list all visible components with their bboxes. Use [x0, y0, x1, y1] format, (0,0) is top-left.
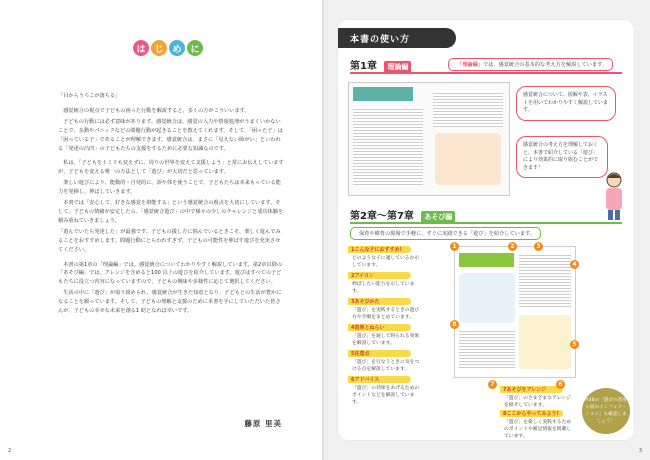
- chapter1-label: 第1章: [350, 61, 377, 72]
- chapter1-rule: [350, 72, 622, 74]
- sample-figure: [459, 273, 515, 323]
- feature-title: ここからやってみよう!: [506, 411, 559, 417]
- sample-text: [353, 107, 423, 187]
- feature-number: 1: [351, 246, 355, 253]
- sample-text: [459, 329, 515, 369]
- feature-description: 「遊び」を通して得られる効果を解説しています。: [352, 334, 420, 346]
- callout-number: 4: [570, 260, 579, 269]
- feature-label: [348, 324, 411, 331]
- chapter2-label: 第2章～第7章: [350, 211, 414, 222]
- feature-number: 4: [351, 324, 355, 331]
- sample-header: [353, 87, 413, 101]
- feature-number: 5: [351, 350, 355, 357]
- heading-char: じ: [151, 40, 167, 56]
- chapter2-lead: 保育や療育の現場で手軽に、すぐに実践できる「遊び」を紹介しています。: [350, 227, 541, 240]
- feature-description: どのような子に適しているか示しています。: [352, 256, 420, 268]
- chapter2-sample-spread: [454, 246, 576, 378]
- feature-label: [500, 410, 563, 417]
- page-number-left: 2: [8, 448, 12, 454]
- feature-title: こんな子におすすめ!: [354, 247, 402, 253]
- how-to-use-card: [338, 20, 634, 440]
- intro-heading: [133, 40, 203, 56]
- feature-title: アドバイス: [354, 377, 380, 383]
- sample-text: [519, 253, 571, 309]
- intro-body: [58, 92, 284, 318]
- feature-description: 伸ばしたい能力を示しています。: [352, 282, 415, 294]
- heading-char: め: [169, 40, 185, 56]
- chapter1-lead: [448, 58, 613, 71]
- feature-label: [348, 298, 411, 305]
- chapter1-heading: [350, 57, 411, 73]
- chapter1-lead-prefix: 「理論編」: [457, 62, 483, 68]
- feature-label: [348, 350, 411, 357]
- feature-number: 8: [503, 410, 507, 417]
- feature-label: [348, 376, 411, 383]
- section-title: 本書の使い方: [338, 28, 456, 48]
- feature-label: [348, 246, 411, 253]
- callout-number: 6: [556, 380, 565, 389]
- intro-paragraph: 「遊んでいたら発達した」が最強です。子どもの援し方に悩んでいるときこそ、楽しく遊んでみることをおすすめします。問題行動にとらわれすぎず、子どもの可能性を伸ばす遊びを充実させてください。: [58, 228, 281, 253]
- reference-note: P.46の「遊びの活用の前のインフォメーション」も確認しましょう！: [582, 388, 630, 434]
- intro-paragraph: 本書では「安心して、好きな感覚を堪能する」という感覚統合の視点を大切にしています。そして、子どもの情緒が安定したら、「感覚統合遊び」の中で様々の少しのチャレンジと成功体験を積み重ねていきましょう。: [58, 200, 284, 224]
- feature-number: 7: [503, 386, 507, 393]
- feature-title: 注意点: [354, 351, 370, 357]
- sample-header: [459, 253, 514, 267]
- callout-number: 8: [450, 320, 459, 329]
- intro-paragraph: 本書の第1章の「理論編」では、感覚統合についてわかりやすく解説しています。第2章以降の「あそび編」では、アレンジを含めると100 以上の遊びを紹介しています。遊びはすべての子どもたちに役立つ内容になっていますので、子どもの興味や多様性に応じて選択してください。: [58, 261, 282, 286]
- teacher-illustration: [600, 170, 628, 222]
- feature-description: 「遊び」の効果をあげるためのポイントなどを解説しています。: [352, 386, 420, 405]
- intro-paragraph: 感覚統合の視点で子どもの困った行動を解説すると、多くの方がこういいます。: [58, 107, 250, 114]
- intro-paragraph: 子どもの行動には必ず意味があります。感覚統合は、感覚の入力や情報処理がうまくいかないことで、多動やパニックなどの問題行動が起きることを教えてくれます。そして、「困った子」は「困っている子」であることが理解できます。感覚統合は、まさに「見えない障がい」といわれる「発達の凸凹」の子どもたちの支援をするために必要な知識なのです。: [58, 118, 283, 152]
- feature-number: 3: [351, 298, 355, 305]
- chapter1-bubble-2: 感覚統合の考え方を理解しておくと、本書で紹介している「遊び」により効果的に取り組むことができます！: [516, 136, 608, 178]
- callout-number: 2: [508, 242, 517, 251]
- feature-title: あそびをアレンジ: [506, 387, 547, 393]
- intro-paragraph: 私は、「子どもをトミリも変えずに、周りの世界を変えて支援しよう」と常にお伝えしていますが、子どもを変える唯一の方法として「遊び」が大切だと思っています。: [58, 160, 284, 176]
- callout-number: 5: [570, 340, 579, 349]
- feature-title: アイコン: [354, 273, 374, 279]
- feature-title: 効果とねらい: [354, 325, 385, 331]
- heading-char: は: [133, 40, 149, 56]
- intro-paragraph: 「目からうろこが落ちる」: [58, 93, 121, 99]
- chapter1-tag: 理論編: [384, 61, 411, 73]
- page-number-right: 3: [638, 448, 642, 454]
- chapter2-tag: あそび編: [421, 211, 455, 223]
- intro-paragraph: 生活の中に「遊び」が取り組められ、感覚統合が生きた知恵となり、子どもとの生活が豊かになることを願っています。そして、子どもの理解と支援のために本書を手にしていただいた皆さんが、子どもの幸せな未来を創る1 助となれば幸いです。: [58, 290, 282, 315]
- feature-title: あそびかた: [354, 299, 380, 305]
- callout-number: 7: [488, 380, 497, 389]
- feature-number: 6: [351, 376, 355, 383]
- sample-figure: [519, 315, 571, 369]
- chapter1-bubble-1: 感覚統合について、図解や表、イラストを用いてわかりやすく解説しています。: [516, 86, 616, 121]
- feature-description: 「遊び」のさまざまなアレンジを紹介しています。: [504, 396, 571, 408]
- callout-number: 3: [534, 242, 543, 251]
- author-name: 藤原 里美: [244, 419, 282, 428]
- chapter2-rule: [350, 222, 622, 224]
- left-page: [0, 0, 322, 460]
- feature-description: 「遊び」を実践するときの遊び方や手順をまとめています。: [352, 308, 420, 320]
- chapter1-lead-text: では、感覚統合の基本的な考え方を解説しています。: [482, 62, 608, 68]
- feature-description: 「遊び」を行なうときに気をつける点を解説しています。: [352, 360, 420, 372]
- chapter1-sample-spread: [348, 82, 510, 196]
- callout-number: 1: [450, 242, 459, 251]
- sample-figure: [435, 133, 501, 185]
- chapter2-heading: [350, 207, 455, 223]
- heading-char: に: [187, 40, 203, 56]
- sample-text: [433, 91, 503, 127]
- intro-paragraph: 楽しい遊びにより、能動的・自発的に、誤や体を使うことで、子どもたちは本来もっている能力を発揮し、伸ばしていきます。: [58, 180, 281, 196]
- feature-label: [348, 272, 411, 279]
- feature-description: 「遊び」を楽しく実践するためのポイントや補足情報を掲載しています。: [504, 420, 572, 439]
- feature-number: 2: [351, 272, 355, 279]
- feature-label: [500, 386, 563, 393]
